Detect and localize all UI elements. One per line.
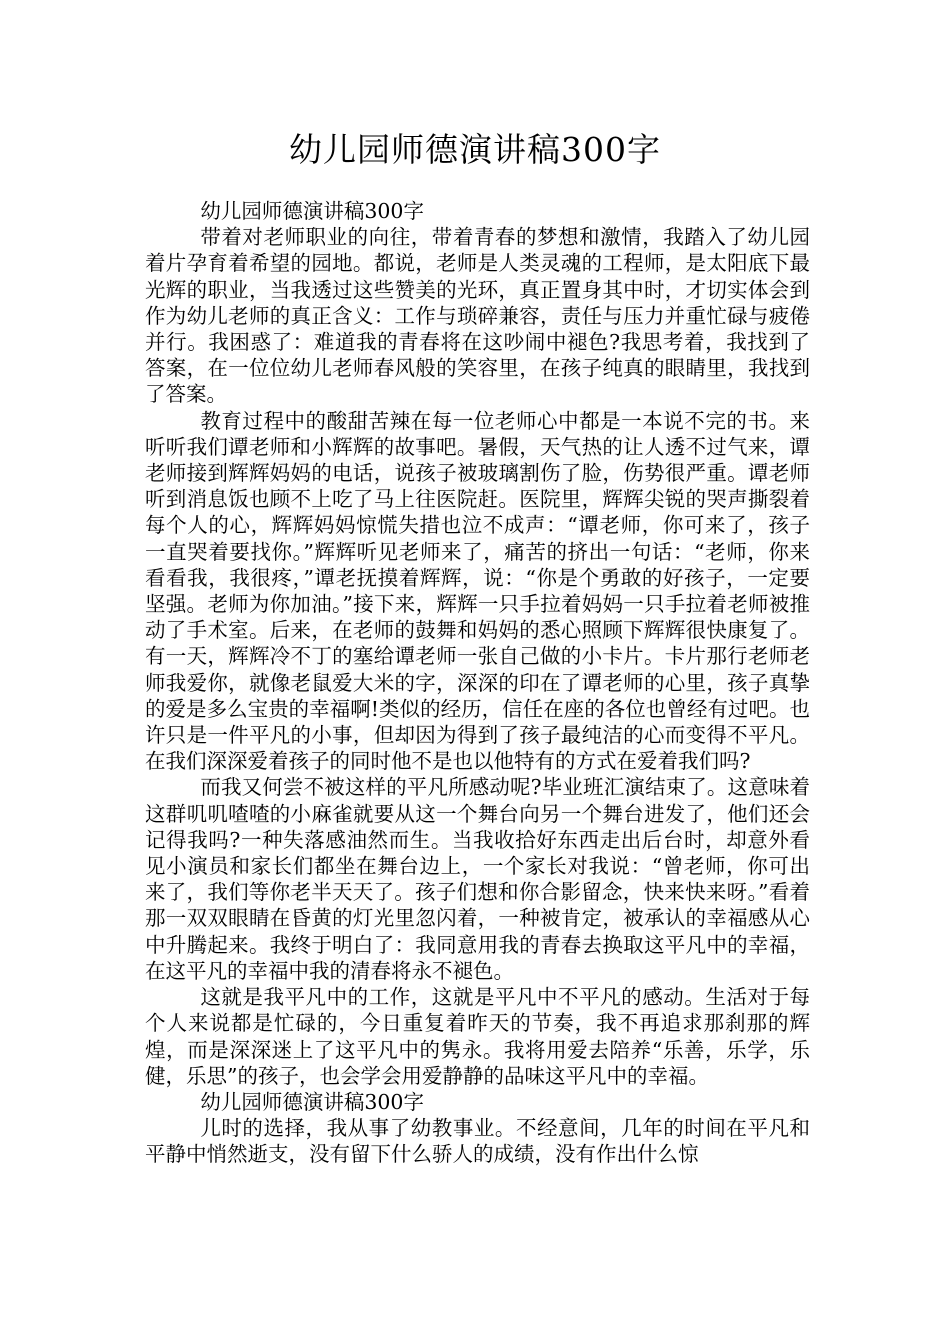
section-heading: 幼儿园师德演讲稿300字: [200, 199, 424, 223]
document-body: [145, 198, 810, 1168]
paragraph: 带着对老师职业的向往，带着青春的梦想和激情，我踏入了幼儿园着片孕育着希望的园地。都说，老师是人类灵魂的工程师，是太阳底下最光辉的职业，当我透过这些赞美的光环，真正置身其中时，才切实体会到作为幼儿老师的真正含义：工作与琐碎兼容，责任与压力并重忙碌与疲倦并行。我困惑了：难道我的青春将在这吵闹中褪色?我思考着，我找到了答案，在一位位幼儿老师春风般的笑容里，在孩子纯真的眼睛里，我找到了答案。: [145, 225, 810, 407]
document-title: 幼儿园师德演讲稿300字: [289, 130, 661, 169]
paragraph: 而我又何尝不被这样的平凡所感动呢?毕业班汇演结束了。这意味着这群叽叽喳喳的小麻雀就要从这一个舞台向另一个舞台进发了，他们还会记得我吗?一种失落感油然而生。当我收拾好东西走出后台时，却意外看见小演员和家长们都坐在舞台边上，一个家长对我说：“曾老师，你可出来了，我们等你老半天天了。孩子们想和你合影留念，快来快来呀。”看着那一双双眼睛在昏黄的灯光里忽闪着，一种被肯定，被承认的幸福感从心中升腾起来。我终于明白了：我同意用我的青春去换取这平凡中的幸福，在这平凡的幸福中我的清春将永不褪色。: [145, 775, 810, 983]
paragraph: 儿时的选择，我从事了幼教事业。不经意间，几年的时间在平凡和平静中悄然逝支，没有留下什么骄人的成绩，没有作出什么惊: [145, 1116, 810, 1167]
section-heading: 幼儿园师德演讲稿300字: [200, 1089, 424, 1114]
paragraph: 教育过程中的酸甜苦辣在每一位老师心中都是一本说不完的书。来听听我们谭老师和小辉辉的故事吧。暑假，天气热的让人透不过气来，谭老师接到辉辉妈妈的电话，说孩子被玻璃割伤了脸，伤势很严重。谭老师听到消息饭也顾不上吃了马上往医院赶。医院里，辉辉尖锐的哭声撕裂着每个人的心，辉辉妈妈惊慌失措也泣不成声：“谭老师，你可来了，孩子一直哭着要找你。”辉辉听见老师来了，痛苦的挤出一句话：“老师，你来看看我，我很疼，”谭老抚摸着辉辉，说：“你是个勇敢的好孩子，一定要坚强。老师为你加油。”接下来，辉辉一只手拉着妈妈一只手拉着老师被推动了手术室。后来，在老师的鼓舞和妈妈的悉心照顾下辉辉很快康复了。有一天，辉辉冷不丁的塞给谭老师一张自己做的小卡片。卡片那行老师老师我爱你，就像老鼠爱大米的字，深深的印在了谭老师的心里，孩子真挚的爱是多么宝贵的幸福啊!类似的经历，信任在座的各位也曾经有过吧。也许只是一件平凡的小事，但却因为得到了孩子最纯洁的心而变得不平凡。在我们深深爱着孩子的同时他不是也以他特有的方式在爱着我们吗?: [145, 408, 810, 774]
paragraph: 这就是我平凡中的工作，这就是平凡中不平凡的感动。生活对于每个人来说都是忙碌的，今日重复着昨天的节奏，我不再追求那刹那的辉煌，而是深深迷上了这平凡中的隽永。我将用爱去陪养“乐善，乐学，乐健，乐思”的孩子，也会学会用爱静静的品味这平凡中的幸福。: [145, 985, 810, 1088]
